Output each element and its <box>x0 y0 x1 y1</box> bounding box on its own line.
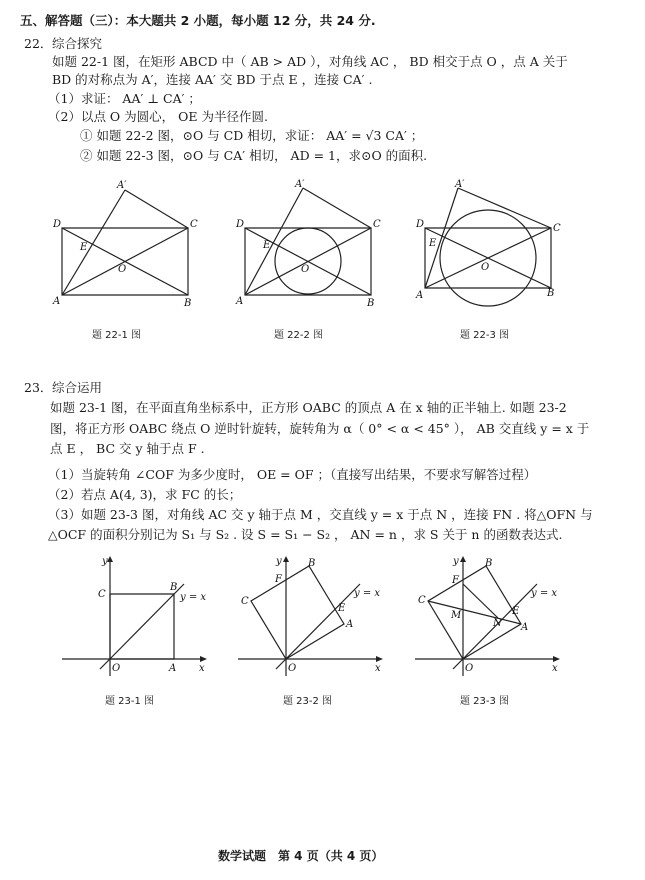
figure-23-1 <box>62 556 212 676</box>
axis-x-label: x <box>199 663 205 674</box>
label-A: A <box>53 296 61 307</box>
q22-title: 综合探究 <box>52 36 103 51</box>
figure-22-2 <box>233 180 383 310</box>
label-O: O <box>465 663 474 674</box>
label-O: O <box>118 264 127 275</box>
label-A-prime: A′ <box>455 179 465 190</box>
label-B: B <box>547 288 555 299</box>
label-E: E <box>338 603 346 614</box>
q22-body-line-2: BD 的对称点为 A′，连接 AA′ 交 BD 于点 E ，连接 CA′ . <box>52 72 373 87</box>
label-B: B <box>184 298 192 309</box>
label-E: E <box>512 606 520 617</box>
label-B: B <box>485 558 493 569</box>
label-O: O <box>481 262 490 273</box>
q23-part-1: （1）当旋转角 ∠COF 为多少度时， OE = OF ；（直接写出结果，不要求写解答过程） <box>48 467 537 482</box>
label-y-eq-x: y = x <box>531 588 558 599</box>
caption-23-3: 题 23-3 图 <box>460 696 510 707</box>
q23-part-3-line-1: （3）如题 23-3 图，对角线 AC 交 y 轴于点 M ，交直线 y = x 于点 N ，连接 FN . 将△OFN 与 <box>48 507 593 522</box>
label-A: A <box>236 296 244 307</box>
label-A: A <box>416 290 424 301</box>
label-A: A <box>521 622 529 633</box>
label-A-prime: A′ <box>117 180 127 191</box>
axis-x-label: x <box>552 663 558 674</box>
q22-number: 22． <box>24 36 53 51</box>
axis-y-label: y <box>453 556 459 567</box>
caption-23-2: 题 23-2 图 <box>283 696 333 707</box>
q23-body-line-2: 图，将正方形 OABC 绕点 O 逆时针旋转，旋转角为 α（ 0° < α < 45° ）， AB 交直线 y = x 于 <box>50 421 590 436</box>
label-D: D <box>416 219 425 230</box>
caption-22-1: 题 22-1 图 <box>92 330 142 341</box>
label-D: D <box>53 219 62 230</box>
label-F: F <box>452 575 459 586</box>
q22-part-2-2: ② 如题 22-3 图，⊙O 与 CA′ 相切， AD = 1，求⊙O 的面积. <box>80 148 428 163</box>
q23-body-line-1: 如题 23-1 图，在平面直角坐标系中，正方形 OABC 的顶点 A 在 x 轴的正半轴上. 如题 23-2 <box>50 400 567 415</box>
figure-23-3 <box>415 556 565 676</box>
label-E: E <box>263 240 271 251</box>
axis-y-label: y <box>102 556 108 567</box>
label-O: O <box>112 663 121 674</box>
label-M: M <box>451 610 462 621</box>
label-C: C <box>98 589 106 600</box>
figure-22-3 <box>413 180 563 310</box>
label-C: C <box>190 219 198 230</box>
label-C: C <box>241 596 249 607</box>
label-B: B <box>170 582 178 593</box>
label-E: E <box>80 242 88 253</box>
q22-body-line-1: 如题 22-1 图，在矩形 ABCD 中（ AB > AD ），对角线 AC ， BD 相交于点 O ，点 A 关于 <box>52 54 568 69</box>
caption-22-2: 题 22-2 图 <box>274 330 324 341</box>
label-D: D <box>236 219 245 230</box>
label-B: B <box>308 558 316 569</box>
label-F: F <box>275 574 282 585</box>
label-y-eq-x: y = x <box>354 588 381 599</box>
caption-22-3: 题 22-3 图 <box>460 330 510 341</box>
axis-x-label: x <box>375 663 381 674</box>
label-E: E <box>429 238 437 249</box>
q22-part-2: （2）以点 O 为圆心， OE 为半径作圆. <box>48 109 268 124</box>
label-A: A <box>169 663 177 674</box>
label-O: O <box>301 264 310 275</box>
section-header: 五、解答题（三）：本大题共 2 小题，每小题 12 分，共 24 分. <box>20 13 376 28</box>
label-C: C <box>418 595 426 606</box>
caption-23-1: 题 23-1 图 <box>105 696 155 707</box>
label-B: B <box>367 298 375 309</box>
q23-body-line-3: 点 E ， BC 交 y 轴于点 F . <box>50 441 205 456</box>
q23-number: 23． <box>24 380 53 395</box>
q23-part-3-line-2: △OCF 的面积分别记为 S₁ 与 S₂ . 设 S = S₁ − S₂ ， AN = n ，求 S 关于 n 的函数表达式. <box>48 527 563 542</box>
label-C: C <box>553 223 561 234</box>
figure-23-2 <box>238 556 388 676</box>
page-footer: 数学试题 第 4 页（共 4 页） <box>218 849 384 863</box>
figure-22-1 <box>50 180 200 310</box>
label-N: N <box>493 618 502 629</box>
label-y-eq-x: y = x <box>180 592 207 603</box>
label-C: C <box>373 219 381 230</box>
q23-title: 综合运用 <box>52 380 103 395</box>
label-A: A <box>346 619 354 630</box>
label-O: O <box>288 663 297 674</box>
q22-part-1: （1）求证： AA′ ⊥ CA′ ； <box>48 91 201 106</box>
axis-y-label: y <box>276 556 282 567</box>
q22-part-2-1: ① 如题 22-2 图，⊙O 与 CD 相切，求证： AA′ = √3 CA′ ； <box>80 128 424 143</box>
label-A-prime: A′ <box>295 179 305 190</box>
q23-part-2: （2）若点 A(4, 3)，求 FC 的长； <box>48 487 242 502</box>
